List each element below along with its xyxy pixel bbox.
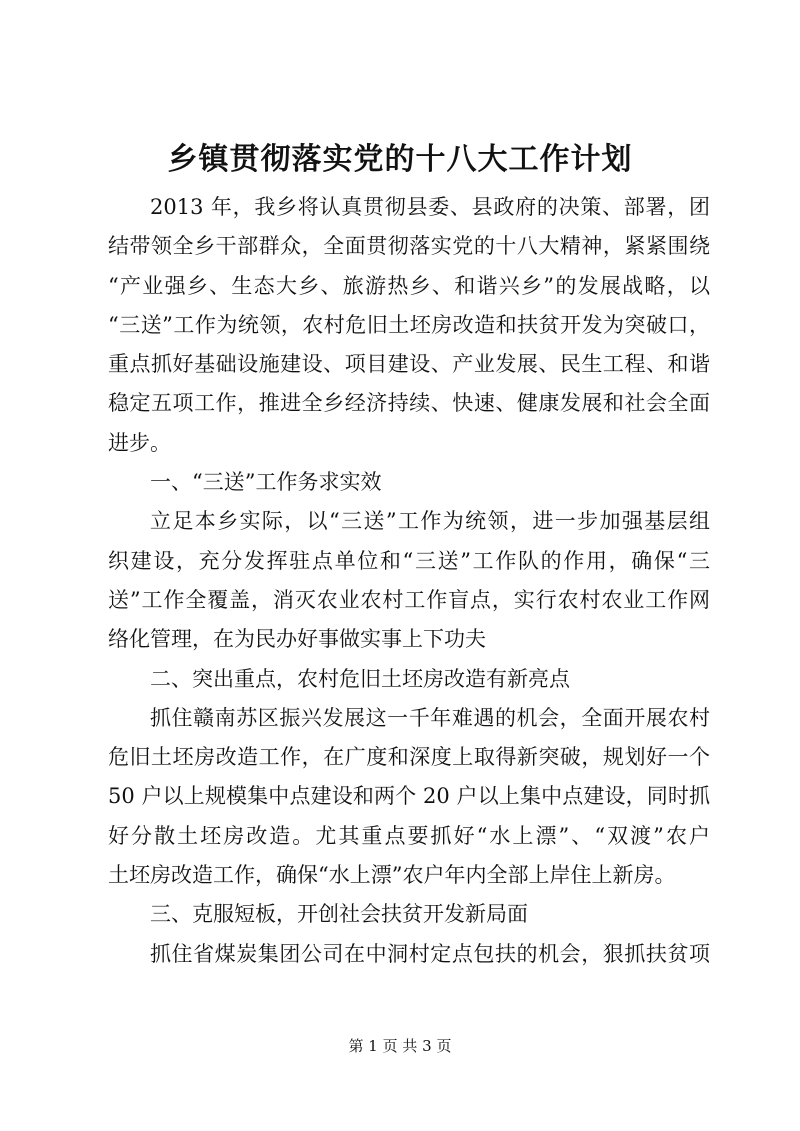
paragraph-line: “三送”工作为统领，农村危旧土坯房改造和扶贫开发为突破口，	[108, 312, 710, 337]
paragraph-line: 好分散土坯房改造。尤其重点要抓好“水上漂”、“双渡”农户	[108, 823, 710, 848]
paragraph-line: 稳定五项工作，推进全乡经济持续、快速、健康发展和社会全面	[108, 391, 710, 416]
section-heading: 二、突出重点，农村危旧土坯房改造有新亮点	[150, 666, 570, 691]
paragraph-line: 织建设，充分发挥驻点单位和“三送”工作队的作用，确保“三	[108, 548, 710, 573]
paragraph-line: 络化管理，在为民办好事做实事上下功夫	[108, 627, 486, 652]
document-body	[108, 188, 710, 974]
paragraph-line: 抓住省煤炭集团公司在中洞村定点包扶的机会，狠抓扶贫项	[150, 941, 710, 966]
paragraph-line: 抓住赣南苏区振兴发展这一千年难遇的机会，全面开展农村	[150, 705, 710, 730]
paragraph-line: 重点抓好基础设施建设、项目建设、产业发展、民生工程、和谐	[108, 352, 710, 377]
section-heading: 一、“三送”工作务求实效	[150, 470, 382, 495]
page-number-footer: 第 1 页 共 3 页	[348, 1037, 452, 1055]
paragraph-line: 土坯房改造工作，确保“水上漂”农户年内全部上岸住上新房。	[108, 863, 676, 888]
document-title: 乡镇贯彻落实党的十八大工作计划	[167, 142, 633, 177]
paragraph-line: 立足本乡实际，以“三送”工作为统领，进一步加强基层组	[150, 509, 710, 534]
paragraph-line: 送”工作全覆盖，消灭农业农村工作盲点，实行农村农业工作网	[108, 587, 710, 612]
paragraph-line: 进步。	[108, 430, 171, 455]
paragraph-line: 50 户以上规模集中点建设和两个 20 户以上集中点建设，同时抓	[108, 784, 710, 809]
paragraph-line: “产业强乡、生态大乡、旅游热乡、和谐兴乡”的发展战略，以	[108, 273, 710, 298]
paragraph-line: 结带领全乡干部群众，全面贯彻落实党的十八大精神，紧紧围绕	[108, 234, 710, 259]
paragraph-line: 2013 年，我乡将认真贯彻县委、县政府的决策、部署，团	[150, 195, 710, 219]
section-heading: 三、克服短板，开创社会扶贫开发新局面	[150, 902, 528, 927]
paragraph-line: 危旧土坯房改造工作，在广度和深度上取得新突破，规划好一个	[108, 745, 710, 770]
